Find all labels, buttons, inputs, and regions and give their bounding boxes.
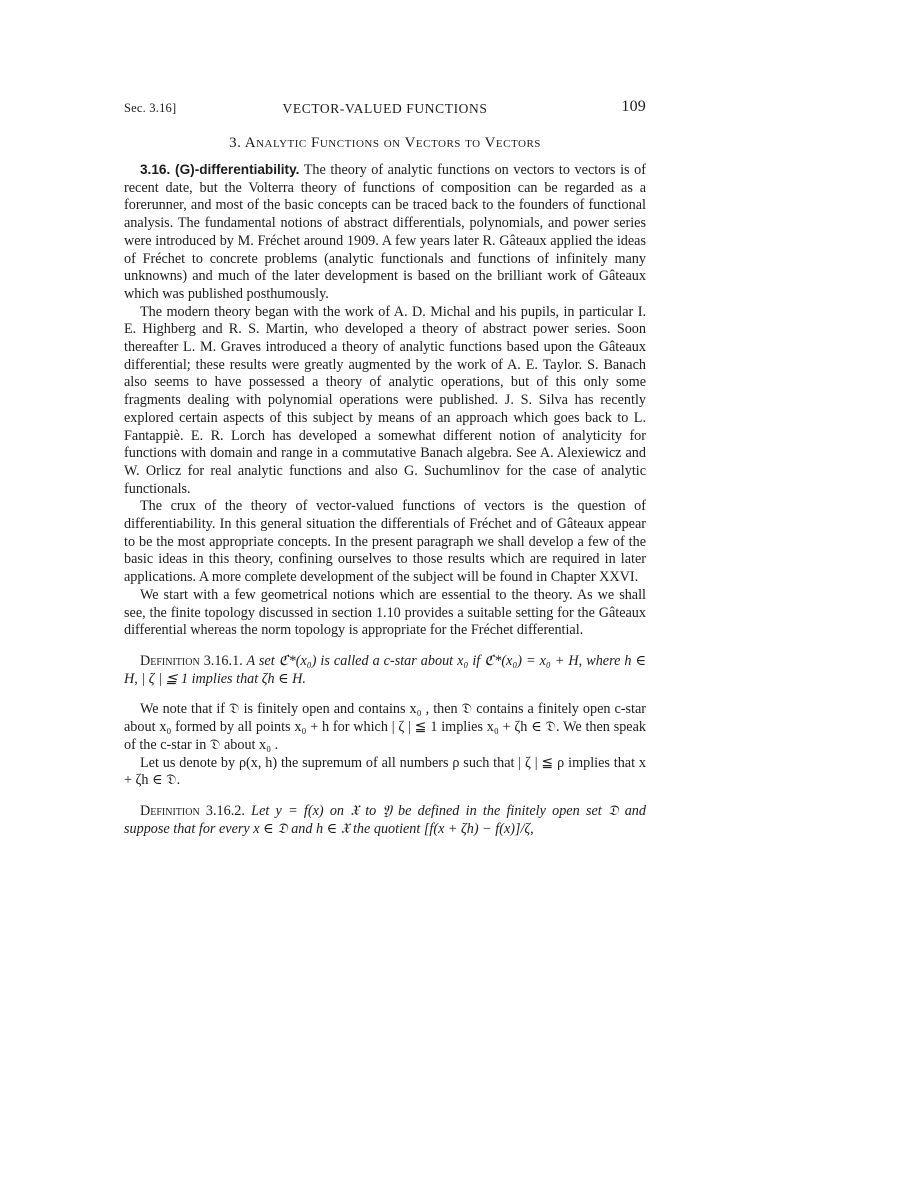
section-reference: Sec. 3.16] xyxy=(124,101,177,115)
subsection-heading: 3.16. (G)-differentiability. xyxy=(140,162,300,177)
paragraph-geometry: We start with a few geometrical notions which are essential to the theory. As we shall see, the finite topology discussed in section 1.10 provides a suitable setting for the Gâteaux differential whereas the norm topology is appropriate for the Fréchet differential. xyxy=(124,586,646,639)
definition-text: A set ℭ*(x₀) is called a c-star about x₀ if ℭ*(x₀) = x₀ + H, where h ∈ H, | ζ | ≦ 1 implies that ζh ∈ H. xyxy=(124,652,646,687)
paragraph-intro xyxy=(124,161,646,304)
body-text xyxy=(124,161,646,838)
definition-label: Definition 3.16.1. xyxy=(140,652,243,669)
paragraph-text: The theory of analytic functions on vectors to vectors is of recent date, but the Volterra theory of functions of composition can be regarded as a forerunner, and most of the basic concepts can be traced back to the founders of functional analysis. The fundamental notions of abstract differentials, polynomials, and power series were introduced by M. Fréchet around 1909. A few years later R. Gâteaux applied the ideas of Fréchet to concrete problems (analytic functionals and functions of infinitely many unknowns) and much of the later development is based on the brilliant work of Gâteaux which was published posthumously. xyxy=(124,162,646,302)
section-heading: 3. Analytic Functions on Vectors to Vectors xyxy=(229,135,541,151)
paragraph-supremum: Let us denote by ρ(x, h) the supremum of all numbers ρ such that | ζ | ≦ ρ implies that x + ζh ∈ 𝔇. xyxy=(124,754,646,789)
paragraph-history: The modern theory began with the work of A. D. Michal and his pupils, in particular I. E. Highberg and R. S. Martin, who developed a theory of abstract power series. Soon thereafter L. M. Graves introduced a theory of analytic functions based upon the Gâteaux differential; these results were greatly augmented by the work of A. E. Taylor. S. Banach also seems to have possessed a theory of analytic operations, but of this only some fragments dealing with polynomial operations were published. J. S. Silva has recently explored certain aspects of this subject by means of an approach which goes back to L. Fantappiè. E. R. Lorch has developed a somewhat different notion of analyticity for functions with domain and range in a commutative Banach algebra. See A. Alexiewicz and W. Orlicz for real analytic functions and also G. Suchumlinov for the case of analytic functionals. xyxy=(124,303,646,497)
definition-text: Let y = f(x) on 𝔛 to 𝔜 be defined in the finitely open set 𝔇 and suppose that for every x ∈ 𝔇 and h ∈ 𝔛 the quotient [f(x + ζh) − f(x)]/ζ, xyxy=(124,802,646,837)
paragraph-crux: The crux of the theory of vector-valued functions of vectors is the question of differentiability. In this general situation the differentials of Fréchet and of Gâteaux appear to be the most appropriate concepts. In the present paragraph we shall develop a few of the basic ideas in this theory, confining ourselves to those results which are required in later applications. A more complete development of the subject will be found in Chapter XXVI. xyxy=(124,498,646,586)
definition-c-star xyxy=(124,653,646,688)
page-number: 109 xyxy=(621,98,646,115)
paragraph-finitely-open: We note that if 𝔇 is finitely open and contains x₀ , then 𝔇 contains a finitely open c-star about x₀ formed by all points x₀ + h for which | ζ | ≦ 1 implies x₀ + ζh ∈ 𝔇. We then speak of the c-star in 𝔇 about x₀ . xyxy=(124,701,646,753)
definition-differentiable xyxy=(124,803,646,838)
chapter-title: VECTOR-VALUED FUNCTIONS xyxy=(282,101,488,116)
running-head xyxy=(124,99,646,119)
definition-label: Definition 3.16.2. xyxy=(140,802,245,819)
